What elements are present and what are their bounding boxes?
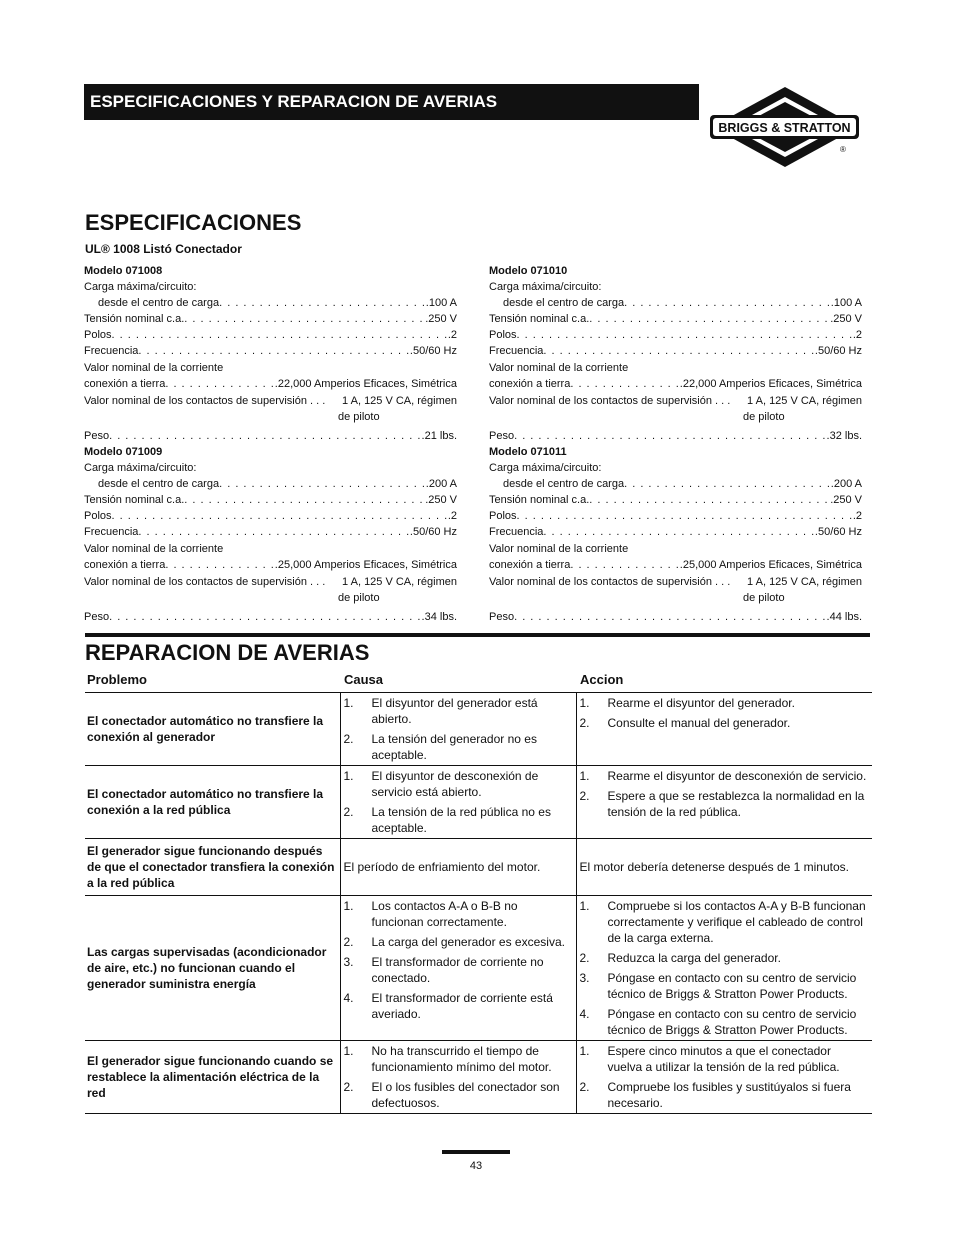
action-cell <box>576 1040 872 1113</box>
cause-text: La tensión de la red pública no es aceptable. <box>371 804 551 835</box>
max-load-value: .100 A <box>425 297 457 309</box>
spec-block-071011 <box>489 444 862 625</box>
frequency <box>84 524 457 540</box>
section-header-bar <box>84 84 699 120</box>
max-load <box>489 476 862 492</box>
cause-item <box>341 1077 576 1113</box>
cause-item <box>341 693 576 729</box>
leader-dots <box>589 492 830 508</box>
weight-label: Peso <box>489 430 515 442</box>
leader-dots <box>138 524 409 540</box>
frequency-value: .50/60 Hz <box>814 526 862 538</box>
cause-item <box>341 802 576 838</box>
cause-cell <box>340 692 576 765</box>
frequency-label: Frecuencia <box>84 526 139 538</box>
cause-item <box>341 729 576 765</box>
max-load <box>84 295 457 311</box>
leader-dots <box>219 295 426 311</box>
max-load-value: .200 A <box>830 478 862 490</box>
cause-text: El disyuntor del generador está abierto. <box>371 695 538 726</box>
leader-dots <box>112 327 448 343</box>
poles-label: Polos <box>84 329 112 341</box>
ground-current-label: Valor nominal de la corriente <box>84 362 224 374</box>
voltage-value: .250 V <box>830 494 862 506</box>
cause-item <box>341 932 576 952</box>
action-text: Reduzca la carga del generador. <box>607 950 781 965</box>
action-number: 1. <box>579 768 590 783</box>
action-number: 2. <box>579 788 590 803</box>
footer-bar <box>442 1150 510 1154</box>
action-item <box>577 713 873 733</box>
action-text: Espere cinco minutos a que el conectador vuelva a utilizar la tensión de la red pública. <box>607 1043 840 1074</box>
supervision-contacts-value-2: de piloto <box>743 592 785 604</box>
trouble-title: REPARACION DE AVERIAS <box>85 640 370 665</box>
problem-cell: El generador sigue funcionando cuando se restablece la alimentación eléctrica de la red <box>85 1040 340 1113</box>
action-item <box>577 766 873 786</box>
table-row <box>85 692 872 765</box>
action-number: 1. <box>579 1043 590 1058</box>
cause-number: 1. <box>343 1043 354 1058</box>
supervision-contacts <box>84 393 457 409</box>
cause-item <box>341 952 576 988</box>
model-name: Modelo 071011 <box>489 446 567 458</box>
leader-dots <box>624 476 831 492</box>
supervision-contacts-value-2: de piloto <box>338 411 380 423</box>
leader-dots <box>514 609 826 625</box>
voltage-label: Tensión nominal c.a. <box>84 494 185 506</box>
table-row <box>85 895 872 1040</box>
action-text: Consulte el manual del generador. <box>607 715 791 730</box>
header-problem: Problemo <box>85 668 340 692</box>
poles-label: Polos <box>489 510 517 522</box>
weight-value: .21 lbs. <box>421 430 457 442</box>
max-load-label: Carga máxima/circuito: <box>489 462 602 474</box>
ground-current-value: .25,000 Amperios Eficaces, Simétrica <box>679 559 862 571</box>
leader-dots <box>184 492 425 508</box>
frequency-label: Frecuencia <box>489 526 544 538</box>
action-number: 4. <box>579 1006 590 1021</box>
supervision-contacts <box>489 393 862 409</box>
frequency-value: .50/60 Hz <box>409 345 457 357</box>
cause-text: El transformador de corriente está averiado. <box>371 990 553 1021</box>
weight-label: Peso <box>84 430 110 442</box>
leader-dots <box>109 609 421 625</box>
supervision-contacts-label: Valor nominal de los contactos de supervisión . . . <box>489 395 731 407</box>
model-name: Modelo 071010 <box>489 265 568 277</box>
voltage-label: Tensión nominal c.a. <box>489 494 590 506</box>
cause-item <box>341 988 576 1024</box>
cause-number: 1. <box>343 898 354 913</box>
problem-cell: El conectador automático no transfiere la conexión al generador <box>85 692 340 765</box>
frequency-value: .50/60 Hz <box>409 526 457 538</box>
poles-value: .2 <box>852 510 862 522</box>
action-item <box>577 1004 873 1040</box>
supervision-contacts <box>84 574 457 590</box>
ground-current <box>84 557 457 573</box>
specs-subtitle: UL® 1008 Listó Conectador <box>85 242 242 256</box>
action-number: 1. <box>579 695 590 710</box>
weight-label: Peso <box>84 611 110 623</box>
cause-number: 1. <box>343 695 354 710</box>
action-text: Espere a que se restablezca la normalidad en la tensión de la red pública. <box>607 788 865 819</box>
supervision-contacts-value: 1 A, 125 V CA, régimen <box>342 576 457 588</box>
problem-cell: El conectador automático no transfiere la conexión a la red pública <box>85 765 340 838</box>
ground-current <box>84 376 457 392</box>
spec-block-071008 <box>84 263 457 444</box>
supervision-contacts-value-2: de piloto <box>338 592 380 604</box>
frequency <box>84 343 457 359</box>
poles <box>84 327 457 343</box>
cause-number: 3. <box>343 954 354 969</box>
action-number: 2. <box>579 950 590 965</box>
max-load-label: Carga máxima/circuito: <box>84 462 197 474</box>
action-item <box>577 1077 873 1113</box>
max-load-label: Carga máxima/circuito: <box>84 281 197 293</box>
action-text: Rearme el disyuntor de desconexión de servicio. <box>607 768 867 783</box>
voltage-label: Tensión nominal c.a. <box>84 313 185 325</box>
briggs-stratton-logo <box>708 84 863 170</box>
action-cell <box>576 765 872 838</box>
action-item <box>577 896 873 948</box>
registered-mark: ® <box>840 145 846 154</box>
page-number: 43 <box>469 1160 483 1172</box>
supervision-contacts-value: 1 A, 125 V CA, régimen <box>747 576 862 588</box>
max-load-label: desde el centro de carga <box>503 478 625 490</box>
ground-current-label: conexión a tierra <box>489 378 571 390</box>
action-cell <box>576 895 872 1040</box>
max-load <box>489 295 862 311</box>
voltage-value: .250 V <box>425 494 457 506</box>
action-item <box>577 1041 873 1077</box>
ground-current-value: .25,000 Amperios Eficaces, Simétrica <box>274 559 457 571</box>
table-header-row <box>85 668 872 692</box>
voltage <box>489 492 862 508</box>
supervision-contacts-value: 1 A, 125 V CA, régimen <box>342 395 457 407</box>
supervision-contacts <box>489 574 862 590</box>
supervision-contacts-label: Valor nominal de los contactos de supervisión . . . <box>84 576 326 588</box>
table-row <box>85 765 872 838</box>
cause-number: 2. <box>343 1079 354 1094</box>
weight-value: .44 lbs. <box>826 611 862 623</box>
weight <box>489 609 862 625</box>
leader-dots <box>514 428 826 444</box>
max-load-value: .200 A <box>425 478 457 490</box>
voltage <box>84 311 457 327</box>
leader-dots <box>543 343 814 359</box>
section-divider <box>85 633 870 637</box>
ground-current-label: conexión a tierra <box>84 559 166 571</box>
supervision-contacts-label: Valor nominal de los contactos de supervisión . . . <box>84 395 326 407</box>
cause-cell <box>340 895 576 1040</box>
frequency-label: Frecuencia <box>489 345 544 357</box>
leader-dots <box>109 428 421 444</box>
action-text: Compruebe los fusibles y sustitúyalos si fuera necesario. <box>607 1079 851 1110</box>
cause-text: No ha transcurrido el tiempo de funcionamiento mínimo del motor. <box>371 1043 552 1074</box>
frequency <box>489 524 862 540</box>
weight-value: .32 lbs. <box>826 430 862 442</box>
cause-item <box>341 896 576 932</box>
action-number: 3. <box>579 970 590 985</box>
leader-dots <box>589 311 830 327</box>
spec-block-071009 <box>84 444 457 625</box>
supervision-contacts-value: 1 A, 125 V CA, régimen <box>747 395 862 407</box>
poles-label: Polos <box>489 329 517 341</box>
weight <box>84 609 457 625</box>
action-text: Póngase en contacto con su centro de servicio técnico de Briggs & Stratton Power Products. <box>607 970 857 1001</box>
weight-label: Peso <box>489 611 515 623</box>
ground-current-label: Valor nominal de la corriente <box>84 543 224 555</box>
leader-dots <box>624 295 831 311</box>
cause-text: El transformador de corriente no conectado. <box>371 954 544 985</box>
logo-text: BRIGGS & STRATTON <box>718 121 851 135</box>
cause-number: 2. <box>343 934 354 949</box>
ground-current-label: conexión a tierra <box>489 559 571 571</box>
troubleshooting-table <box>85 668 872 1114</box>
poles-value: .2 <box>447 510 457 522</box>
header-cause: Causa <box>340 668 576 692</box>
section-header-title: ESPECIFICACIONES Y REPARACION DE AVERIAS <box>90 92 498 111</box>
poles-value: .2 <box>852 329 862 341</box>
leader-dots <box>517 327 853 343</box>
supervision-contacts-value-2: de piloto <box>743 411 785 423</box>
max-load-label: desde el centro de carga <box>503 297 625 309</box>
leader-dots <box>112 508 448 524</box>
poles <box>84 508 457 524</box>
ground-current-value: .22,000 Amperios Eficaces, Simétrica <box>274 378 457 390</box>
table-row <box>85 838 872 895</box>
specs-title: ESPECIFICACIONES <box>85 210 302 235</box>
table-row <box>85 1040 872 1113</box>
cause-cell <box>340 1040 576 1113</box>
max-load-label: desde el centro de carga <box>98 478 220 490</box>
cause-number: 2. <box>343 804 354 819</box>
max-load-label: Carga máxima/circuito: <box>489 281 602 293</box>
weight <box>84 428 457 444</box>
cause-number: 4. <box>343 990 354 1005</box>
leader-dots <box>184 311 425 327</box>
voltage-label: Tensión nominal c.a. <box>489 313 590 325</box>
leader-dots <box>570 376 679 392</box>
voltage <box>489 311 862 327</box>
frequency-value: .50/60 Hz <box>814 345 862 357</box>
action-cell <box>576 692 872 765</box>
weight <box>489 428 862 444</box>
header-action: Accion <box>576 668 872 692</box>
max-load-label: desde el centro de carga <box>98 297 220 309</box>
ground-current-label: conexión a tierra <box>84 378 166 390</box>
action-number: 1. <box>579 898 590 913</box>
action-number: 2. <box>579 1079 590 1094</box>
action-item <box>577 786 873 822</box>
model-name: Modelo 071009 <box>84 446 163 458</box>
model-name: Modelo 071008 <box>84 265 163 277</box>
cause-text: Los contactos A-A o B-B no funcionan correctamente. <box>371 898 518 929</box>
cause-item <box>341 766 576 802</box>
voltage-value: .250 V <box>425 313 457 325</box>
cause-number: 1. <box>343 768 354 783</box>
spec-block-071010 <box>489 263 862 444</box>
ground-current-label: Valor nominal de la corriente <box>489 362 629 374</box>
cause-text: El o los fusibles del conectador son defectuosos. <box>371 1079 560 1110</box>
cause-item <box>341 1041 576 1077</box>
cause-cell: El período de enfriamiento del motor. <box>340 838 576 895</box>
leader-dots <box>219 476 426 492</box>
action-text: Rearme el disyuntor del generador. <box>607 695 795 710</box>
ground-current <box>489 557 862 573</box>
poles-label: Polos <box>84 510 112 522</box>
leader-dots <box>138 343 409 359</box>
max-load <box>84 476 457 492</box>
supervision-contacts-label: Valor nominal de los contactos de supervisión . . . <box>489 576 731 588</box>
frequency <box>489 343 862 359</box>
leader-dots <box>165 376 274 392</box>
poles-value: .2 <box>447 329 457 341</box>
cause-cell <box>340 765 576 838</box>
leader-dots <box>543 524 814 540</box>
frequency-label: Frecuencia <box>84 345 139 357</box>
weight-value: .34 lbs. <box>421 611 457 623</box>
ground-current-label: Valor nominal de la corriente <box>489 543 629 555</box>
poles <box>489 327 862 343</box>
action-cell: El motor debería detenerse después de 1 minutos. <box>576 838 872 895</box>
cause-text: La tensión del generador no es aceptable. <box>371 731 537 762</box>
max-load-value: .100 A <box>830 297 862 309</box>
leader-dots <box>165 557 274 573</box>
problem-cell: El generador sigue funcionando después de que el conectador transfiera la conexión a la red pública <box>85 838 340 895</box>
voltage <box>84 492 457 508</box>
cause-text: El disyuntor de desconexión de servicio está abierto. <box>371 768 539 799</box>
ground-current-value: .22,000 Amperios Eficaces, Simétrica <box>679 378 862 390</box>
cause-text: La carga del generador es excesiva. <box>371 934 565 949</box>
problem-cell: Las cargas supervisadas (acondicionador de aire, etc.) no funcionan cuando el generador suministra energía <box>85 895 340 1040</box>
ground-current <box>489 376 862 392</box>
voltage-value: .250 V <box>830 313 862 325</box>
action-number: 2. <box>579 715 590 730</box>
leader-dots <box>570 557 679 573</box>
poles <box>489 508 862 524</box>
leader-dots <box>517 508 853 524</box>
cause-number: 2. <box>343 731 354 746</box>
action-item <box>577 693 873 713</box>
action-text: Compruebe si los contactos A-A y B-B funcionan correctamente y verifique el cableado de control de la carga externa. <box>607 898 866 945</box>
action-text: Póngase en contacto con su centro de servicio técnico de Briggs & Stratton Power Products. <box>607 1006 857 1037</box>
action-item <box>577 948 873 968</box>
action-item <box>577 968 873 1004</box>
